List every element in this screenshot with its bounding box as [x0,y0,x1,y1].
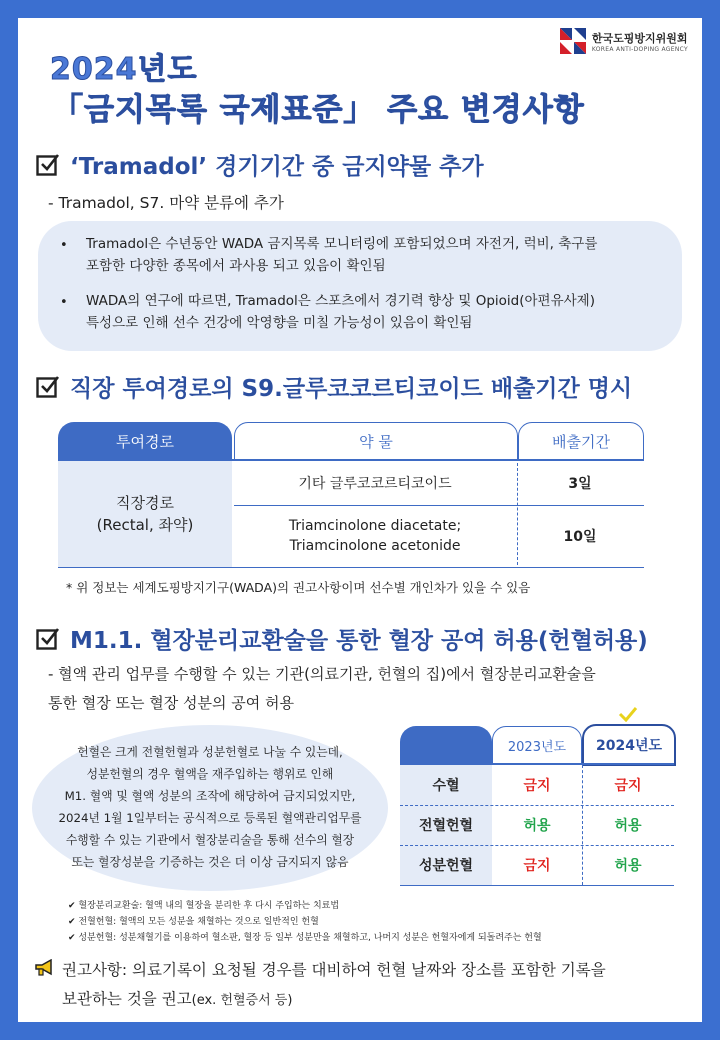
section1-subtitle: - Tramadol, S7. 마약 분류에 추가 [48,194,284,212]
logo-name-ko: 한국도핑방지위원회 [591,31,688,45]
section1-bullet-box [38,221,682,351]
table-note: * 위 정보는 세계도핑방지기구(WADA)의 권고사항이며 선수별 개인차가 있을 수 있음 [66,580,531,595]
poster [18,18,702,1022]
table2-bottom-rule [400,885,674,886]
table2-row-label-whole-blood: 전혈헌혈 [418,818,474,834]
bullet-1-line1: Tramadol은 수년동안 WADA 금지목록 모니터링에 포함되었으며 자전거, 럭비, 축구를 [86,236,598,252]
table2-cell-2023-apheresis: 금지 [523,858,551,874]
table-header-route: 투여경로 [58,422,232,460]
bullet-1-line2: 포함한 다양한 종목에서 과사용 되고 있음이 확인됨 [86,258,386,274]
table2-cell-2024-transfusion: 금지 [614,778,642,794]
bubble-line: 또는 혈장성분을 기증하는 것은 더 이상 금지되지 않음 [71,855,349,869]
table2-row-divider [400,845,674,846]
table2-cell-2024-whole-blood: 허용 [614,818,642,834]
bullet-dot: • [60,295,68,310]
checkbox-check-icon [36,153,60,177]
table2-header-2023: 2023년도 [492,726,582,764]
section3-desc-line1: - 혈액 관리 업무를 수행할 수 있는 기관(의료기관, 헌혈의 집)에서 혈장분리교환술을 [48,665,596,683]
section1-title [36,148,484,181]
period-cell-2: 10일 [563,529,597,545]
recommendation-line2 [62,987,292,1009]
page-title-year: 2024년도 [50,52,198,87]
table2-row-label-apheresis: 성분헌혈 [418,858,474,874]
section1-bullet-2 [86,290,595,334]
footnote-1-text: 혈장분리교환술: 혈액 내의 혈장을 분리한 후 다시 주입하는 치료법 [78,901,340,911]
bullet-2-line1: WADA의 연구에 따르면, Tramadol은 스포츠에서 경기력 향상 및 Opioid(아편유사제) [86,293,595,309]
page-title-main: 「금지목록 국제표준」 주요 변경사항 [52,92,585,128]
route-line1: 직장경로 [116,494,174,512]
bubble-line: 수행할 수 있는 기관에서 혈장분리술을 통해 선수의 혈장 [65,833,355,847]
table-bottom-rule [58,567,644,568]
section1-title-text: ‘Tramadol’ 경기기간 중 금지약물 추가 [70,154,484,180]
checkmark-icon [618,706,638,722]
logo-name-en: KOREA ANTI-DOPING AGENCY [591,45,688,53]
section2-title [36,370,632,403]
table2-cell-2023-transfusion: 금지 [523,778,551,794]
table2-corner-header [400,726,492,764]
footnote-2: ✔ 전혈헌혈: 혈액의 모든 성분을 채혈하는 것으로 일반적인 헌혈 [68,917,319,927]
drug-2-line1: Triamcinolone diacetate; [288,518,462,534]
kada-logo [560,28,688,54]
kada-logo-icon [560,28,586,54]
section1-bullet-1 [86,233,597,277]
route-line2: (Rectal, 좌약) [96,516,194,534]
bubble-line: 2024년 1월 1일부터는 공식적으로 등록된 혈액관리업무를 [58,811,362,825]
bullet-dot: • [60,238,68,253]
table2-header-2024: 2024년도 [582,724,676,766]
megaphone-icon [34,959,56,977]
footnote-3-text: 성분헌혈: 성분채혈기를 이용하여 혈소판, 혈장 등 일부 성분만을 채혈하고, 나머지 성분은 헌혈자에게 되돌려주는 헌혈 [78,933,542,943]
bubble-line: M1. 혈액 및 혈액 성분의 조작에 해당하여 금지되었지만, [64,789,356,803]
bubble-text [32,741,388,873]
section2-title-text: 직장 투여경로의 S9.글루코코르티코이드 배출기간 명시 [70,376,633,402]
section3-title [36,622,648,655]
table2-cell-2024-apheresis: 허용 [614,858,642,874]
drug-cell-1: 기타 글루코코르티코이드 [298,476,452,492]
drug-cell-2 [234,508,516,564]
recommendation-main: 보관하는 것을 권고 [62,990,192,1008]
checkbox-check-icon [36,627,60,651]
route-cell [58,461,232,567]
period-cell-1: 3일 [568,476,592,492]
footnote-2-text: 전혈헌혈: 혈액의 모든 성분을 채혈하는 것으로 일반적인 헌혈 [78,917,319,927]
section3-title-text: M1.1. 혈장분리교환술을 통한 혈장 공여 허용(헌혈허용) [70,628,648,654]
section3-desc-line2: 통한 혈장 또는 혈장 성분의 공여 허용 [48,694,294,712]
bullet-2-line2: 특성으로 인해 선수 건강에 악영향을 미칠 가능성이 있음이 확인됨 [86,315,473,331]
bubble-line: 헌혈은 크게 전혈헌혈과 성분헌혈로 나눌 수 있는데, [77,745,343,759]
recommendation-example: (ex. 헌혈증서 등) [191,993,293,1008]
table2-row-divider [400,805,674,806]
table-header-drug: 약 물 [234,422,518,460]
footnote-3: ✔ 성분헌혈: 성분채혈기를 이용하여 혈소판, 혈장 등 일부 성분만을 채혈하고, 나머지 성분은 헌혈자에게 되돌려주는 헌혈 [68,933,542,943]
checkbox-check-icon [36,375,60,399]
table-row-divider [234,505,644,506]
recommendation-line1: 권고사항: 의료기록이 요청될 경우를 대비하여 헌혈 날짜와 장소를 포함한 기록을 [62,961,606,979]
donation-info-bubble [32,725,388,891]
drug-2-line2: Triamcinolone acetonide [289,538,461,554]
table-header-period: 배출기간 [518,422,644,460]
table-column-divider [517,463,518,565]
table2-row-label-transfusion: 수혈 [432,778,460,794]
bubble-line: 성분헌혈의 경우 혈액을 재주입하는 행위로 인해 [86,767,334,781]
footnote-1: ✔ 혈장분리교환술: 혈액 내의 혈장을 분리한 후 다시 주입하는 치료법 [68,901,340,911]
table2-column-divider [582,765,583,885]
table2-cell-2023-whole-blood: 허용 [523,818,551,834]
